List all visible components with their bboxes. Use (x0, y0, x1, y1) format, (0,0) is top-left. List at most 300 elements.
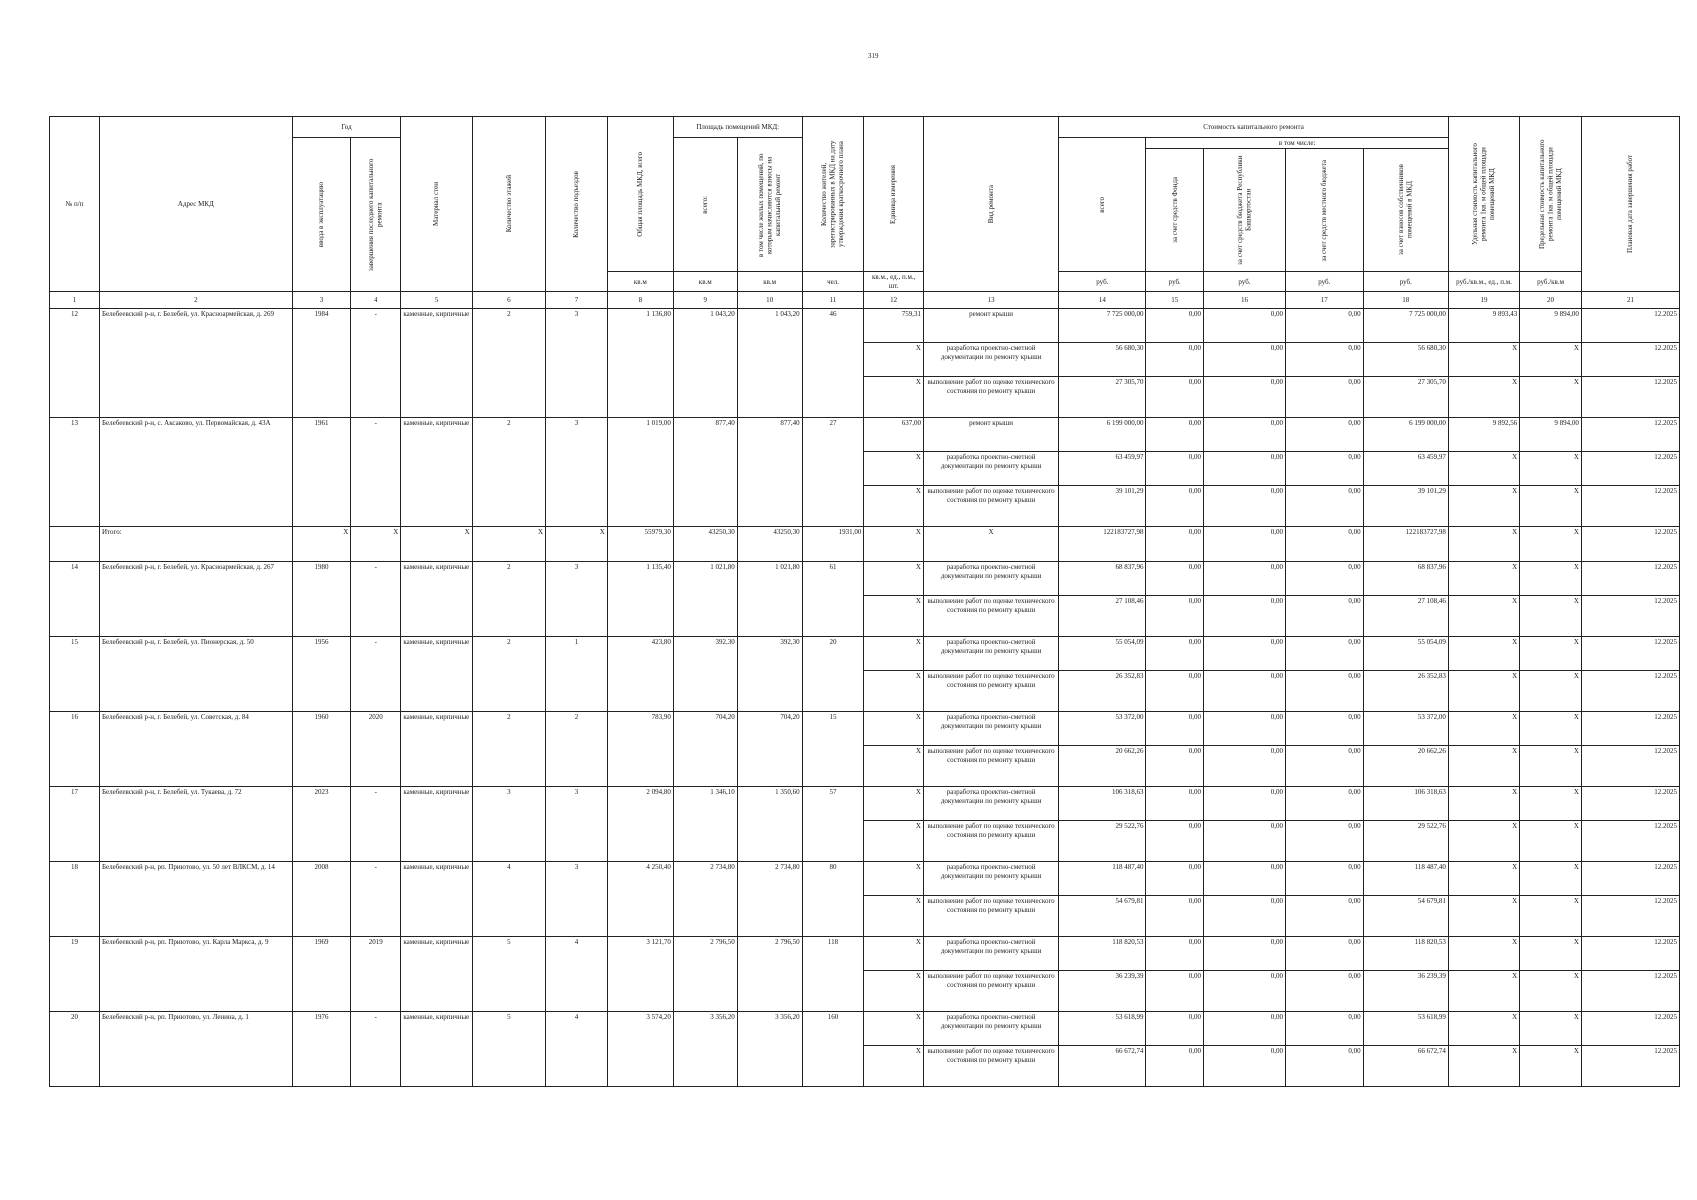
total-area: 4 250,40 (607, 862, 673, 937)
cost-local: 0,00 (1285, 562, 1363, 596)
header-premises-contrib: в том числе жилых помещений, по которым начисляются взносы на капитальный ремонт (757, 152, 782, 257)
header-cost-local: за счет средств местного бюджета (1320, 159, 1329, 262)
row-number: 18 (50, 862, 100, 937)
deadline: 12.2025 (1581, 862, 1679, 896)
total-premises: 43250,30 (673, 527, 737, 562)
total-x: X (546, 527, 608, 562)
wall-material: каменные, кирпичные (401, 418, 472, 527)
cost-total: 53 618,99 (1059, 1012, 1146, 1046)
unit-15: руб. (1146, 272, 1203, 292)
residents-count: 27 (802, 418, 864, 527)
cost-total: 39 101,29 (1059, 486, 1146, 527)
cost-owners: 54 679,81 (1363, 896, 1448, 937)
cost-owners: 36 239,39 (1363, 971, 1448, 1012)
max-cost: X (1520, 746, 1582, 787)
deadline: 12.2025 (1581, 671, 1679, 712)
specific-cost: X (1448, 562, 1519, 596)
specific-cost: X (1448, 1012, 1519, 1046)
total-x: X (292, 527, 351, 562)
floors-count: 2 (472, 637, 545, 712)
specific-cost: X (1448, 637, 1519, 671)
row-number: 13 (50, 418, 100, 527)
cost-local: 0,00 (1285, 821, 1363, 862)
year-built: 1976 (292, 1012, 351, 1087)
deadline: 12.2025 (1581, 418, 1679, 452)
floors-count: 2 (472, 418, 545, 527)
repair-type: выполнение работ по оценке технического состояния по ремонту крыши (923, 377, 1058, 418)
premises-contrib-area: 2 734,80 (737, 862, 802, 937)
repair-type: разработка проектно-сметной документации по ремонту крыши (923, 1012, 1058, 1046)
header-premises-total: всего: (701, 195, 710, 214)
total-label: Итого: (100, 527, 293, 562)
max-cost: X (1520, 971, 1582, 1012)
specific-cost: X (1448, 527, 1519, 562)
cost-fund: 0,00 (1146, 418, 1203, 452)
deadline: 12.2025 (1581, 486, 1679, 527)
total-x: X (401, 527, 472, 562)
cost-fund: 0,00 (1146, 562, 1203, 596)
house-address: Белебеевский р-н, г. Белебей, ул. Советская, д. 84 (100, 712, 293, 787)
total-residents: 1931,00 (802, 527, 864, 562)
unit-value: X (864, 862, 924, 896)
cost-total: 6 199 000,00 (1059, 418, 1146, 452)
unit-value: X (864, 896, 924, 937)
row-number: 19 (50, 937, 100, 1012)
cost-region: 0,00 (1203, 937, 1285, 971)
cost-region: 0,00 (1203, 562, 1285, 596)
specific-cost: 9 893,43 (1448, 309, 1519, 343)
unit-10: кв.м (737, 272, 802, 292)
cost-local: 0,00 (1285, 746, 1363, 787)
residents-count: 57 (802, 787, 864, 862)
repair-type: выполнение работ по оценке технического состояния по ремонту крыши (923, 896, 1058, 937)
table-row (50, 1012, 1680, 1046)
total-area: 783,90 (607, 712, 673, 787)
residents-count: 61 (802, 562, 864, 637)
unit-value: X (864, 821, 924, 862)
deadline: 12.2025 (1581, 596, 1679, 637)
cost-owners: 66 672,74 (1363, 1046, 1448, 1087)
cost-owners: 53 372,00 (1363, 712, 1448, 746)
specific-cost: X (1448, 746, 1519, 787)
repair-type: выполнение работ по оценке технического состояния по ремонту крыши (923, 596, 1058, 637)
header-cost-fund: за счет средств Фонда (1170, 177, 1179, 244)
table-header (50, 117, 1680, 309)
entrances-count: 3 (546, 787, 608, 862)
total-premises-contrib: 43250,30 (737, 527, 802, 562)
header-address: Адрес МКД (100, 117, 293, 292)
max-cost: X (1520, 486, 1582, 527)
row-number: 15 (50, 637, 100, 712)
header-specific-cost: Удельная стоимость капитального ремонта 1кв. м общей площади помещений МКД (1471, 143, 1497, 246)
year-last-repair: - (351, 562, 401, 637)
max-cost: X (1520, 896, 1582, 937)
cost-local: 0,00 (1285, 862, 1363, 896)
year-built: 1956 (292, 637, 351, 712)
unit-11: чел. (802, 272, 864, 292)
cost-fund: 0,00 (1146, 787, 1203, 821)
house-address: Белебеевский р-н, г. Белебей, ул. Пионерская, д. 50 (100, 637, 293, 712)
cost-local: 0,00 (1285, 486, 1363, 527)
repair-type: разработка проектно-сметной документации по ремонту крыши (923, 452, 1058, 486)
cost-region: 0,00 (1203, 787, 1285, 821)
year-last-repair: - (351, 418, 401, 527)
unit-value: X (864, 343, 924, 377)
cost-fund: 0,00 (1146, 896, 1203, 937)
cost-fund: 0,00 (1146, 527, 1203, 562)
repair-type: разработка проектно-сметной документации по ремонту крыши (923, 937, 1058, 971)
cost-fund: 0,00 (1146, 309, 1203, 343)
wall-material: каменные, кирпичные (401, 562, 472, 637)
cost-owners: 26 352,83 (1363, 671, 1448, 712)
cost-region: 0,00 (1203, 971, 1285, 1012)
unit-value: 759,31 (864, 309, 924, 343)
specific-cost: X (1448, 971, 1519, 1012)
residents-count: 15 (802, 712, 864, 787)
unit-value: X (864, 787, 924, 821)
total-area: 3 121,70 (607, 937, 673, 1012)
cost-local: 0,00 (1285, 937, 1363, 971)
premises-area: 3 356,20 (673, 1012, 737, 1087)
year-built: 1960 (292, 712, 351, 787)
repair-type: разработка проектно-сметной документации по ремонту крыши (923, 562, 1058, 596)
cost-owners: 20 662,26 (1363, 746, 1448, 787)
cost-owners: 63 459,97 (1363, 452, 1448, 486)
table-row (50, 712, 1680, 746)
unit-value: X (864, 971, 924, 1012)
header-wall-material: Материал стен (432, 182, 441, 227)
floors-count: 2 (472, 562, 545, 637)
table-row (50, 418, 1680, 452)
unit-8: кв.м (607, 272, 673, 292)
premises-area: 392,30 (673, 637, 737, 712)
header-premises: Площадь помещений МКД: (673, 117, 802, 138)
repair-type: выполнение работ по оценке технического состояния по ремонту крыши (923, 746, 1058, 787)
max-cost: X (1520, 1012, 1582, 1046)
specific-cost: X (1448, 452, 1519, 486)
repair-type: выполнение работ по оценке технического состояния по ремонту крыши (923, 486, 1058, 527)
cost-local: 0,00 (1285, 452, 1363, 486)
cost-region: 0,00 (1203, 486, 1285, 527)
header-cost-total: всего (1098, 196, 1107, 213)
house-address: Белебеевский р-н, г. Белебей, ул. Красноармейская, д. 269 (100, 309, 293, 418)
cost-local: 0,00 (1285, 896, 1363, 937)
cost-owners: 118 820,53 (1363, 937, 1448, 971)
table-body (50, 309, 1680, 1087)
specific-cost: X (1448, 862, 1519, 896)
specific-cost: X (1448, 1046, 1519, 1087)
max-cost: X (1520, 377, 1582, 418)
floors-count: 4 (472, 862, 545, 937)
header-year-repair: завершения последнего капитального ремонта (367, 158, 384, 271)
cost-fund: 0,00 (1146, 637, 1203, 671)
repair-type: ремонт крыши (923, 309, 1058, 343)
repair-type: разработка проектно-сметной документации по ремонту крыши (923, 712, 1058, 746)
cost-fund: 0,00 (1146, 671, 1203, 712)
cost-total: 118 820,53 (1059, 937, 1146, 971)
deadline: 12.2025 (1581, 452, 1679, 486)
deadline: 12.2025 (1581, 1012, 1679, 1046)
deadline: 12.2025 (1581, 637, 1679, 671)
header-cost-region: за счет средств бюджета Республики Башкортостан (1236, 155, 1253, 266)
premises-area: 1 346,10 (673, 787, 737, 862)
total-x: X (351, 527, 401, 562)
max-cost: X (1520, 821, 1582, 862)
premises-contrib-area: 1 350,60 (737, 787, 802, 862)
year-last-repair: - (351, 309, 401, 418)
house-address: Белебеевский р-н, г. Белебей, ул. Красноармейская, д. 267 (100, 562, 293, 637)
unit-20: руб./кв.м (1520, 272, 1582, 292)
page-number: 319 (868, 52, 879, 60)
wall-material: каменные, кирпичные (401, 1012, 472, 1087)
cost-local: 0,00 (1285, 1012, 1363, 1046)
cost-total: 68 837,96 (1059, 562, 1146, 596)
cost-owners: 27 305,70 (1363, 377, 1448, 418)
cost-region: 0,00 (1203, 452, 1285, 486)
table-row (50, 562, 1680, 596)
cost-local: 0,00 (1285, 971, 1363, 1012)
repair-type: ремонт крыши (923, 418, 1058, 452)
header-incl: в том числе: (1146, 138, 1448, 149)
cost-region: 0,00 (1203, 637, 1285, 671)
repair-type: разработка проектно-сметной документации по ремонту крыши (923, 343, 1058, 377)
header-deadline: Плановая дата завершения работ (1626, 155, 1635, 254)
cost-region: 0,00 (1203, 1046, 1285, 1087)
cost-owners: 56 680,30 (1363, 343, 1448, 377)
residents-count: 160 (802, 1012, 864, 1087)
entrances-count: 3 (546, 418, 608, 527)
specific-cost: 9 892,56 (1448, 418, 1519, 452)
repair-plan-table (49, 116, 1680, 1087)
specific-cost: X (1448, 787, 1519, 821)
repair-type: выполнение работ по оценке технического состояния по ремонту крыши (923, 821, 1058, 862)
total-area: 1 135,40 (607, 562, 673, 637)
cost-region: 0,00 (1203, 377, 1285, 418)
total-x: X (472, 527, 545, 562)
cost-region: 0,00 (1203, 527, 1285, 562)
residents-count: 80 (802, 862, 864, 937)
cost-local: 0,00 (1285, 527, 1363, 562)
cost-region: 0,00 (1203, 418, 1285, 452)
cost-total: 106 318,63 (1059, 787, 1146, 821)
wall-material: каменные, кирпичные (401, 937, 472, 1012)
year-last-repair: - (351, 1012, 401, 1087)
deadline: 12.2025 (1581, 712, 1679, 746)
max-cost: X (1520, 862, 1582, 896)
cost-fund: 0,00 (1146, 486, 1203, 527)
cost-local: 0,00 (1285, 787, 1363, 821)
unit-12: кв.м., ед., п.м., шт. (864, 272, 924, 292)
max-cost: X (1520, 527, 1582, 562)
entrances-count: 3 (546, 862, 608, 937)
cost-fund: 0,00 (1146, 452, 1203, 486)
deadline: 12.2025 (1581, 562, 1679, 596)
residents-count: 46 (802, 309, 864, 418)
residents-count: 20 (802, 637, 864, 712)
cost-total: 66 672,74 (1059, 1046, 1146, 1087)
cost-local: 0,00 (1285, 1046, 1363, 1087)
entrances-count: 1 (546, 637, 608, 712)
total-area: 1 136,80 (607, 309, 673, 418)
cost-fund: 0,00 (1146, 821, 1203, 862)
deadline: 12.2025 (1581, 787, 1679, 821)
cost-total: 63 459,97 (1059, 452, 1146, 486)
header-residents: Количество жителей, зарегистрированных в МКД на дату утверждения краткосрочного плана (820, 140, 846, 248)
total-repair-type: X (923, 527, 1058, 562)
entrances-count: 4 (546, 937, 608, 1012)
table-row (50, 309, 1680, 343)
premises-contrib-area: 1 021,80 (737, 562, 802, 637)
cost-owners: 53 618,99 (1363, 1012, 1448, 1046)
cost-total: 56 680,30 (1059, 343, 1146, 377)
year-built: 2023 (292, 787, 351, 862)
total-area: 55979,30 (607, 527, 673, 562)
cost-total: 122183727,98 (1059, 527, 1146, 562)
table-row (50, 937, 1680, 971)
year-built: 2008 (292, 862, 351, 937)
premises-area: 2 796,50 (673, 937, 737, 1012)
cost-total: 7 725 000,00 (1059, 309, 1146, 343)
total-area: 423,80 (607, 637, 673, 712)
cost-local: 0,00 (1285, 418, 1363, 452)
repair-type: разработка проектно-сметной документации по ремонту крыши (923, 787, 1058, 821)
specific-cost: X (1448, 343, 1519, 377)
unit-17: руб. (1285, 272, 1363, 292)
unit-14: руб. (1059, 272, 1146, 292)
cost-fund: 0,00 (1146, 862, 1203, 896)
cost-region: 0,00 (1203, 821, 1285, 862)
header-entrances: Количество подъездов (572, 170, 581, 238)
premises-area: 704,20 (673, 712, 737, 787)
total-num (50, 527, 100, 562)
floors-count: 2 (472, 712, 545, 787)
unit-value: X (864, 637, 924, 671)
max-cost: X (1520, 937, 1582, 971)
header-year-built: ввода в эксплуатацию (317, 181, 326, 248)
floors-count: 3 (472, 787, 545, 862)
unit-value: X (864, 1012, 924, 1046)
premises-contrib-area: 392,30 (737, 637, 802, 712)
row-number: 17 (50, 787, 100, 862)
floors-count: 5 (472, 1012, 545, 1087)
total-area: 1 019,00 (607, 418, 673, 527)
premises-area: 1 043,20 (673, 309, 737, 418)
year-last-repair: - (351, 787, 401, 862)
cost-region: 0,00 (1203, 343, 1285, 377)
max-cost: X (1520, 787, 1582, 821)
specific-cost: X (1448, 896, 1519, 937)
unit-value: X (864, 562, 924, 596)
residents-count: 118 (802, 937, 864, 1012)
row-number: 16 (50, 712, 100, 787)
row-number: 14 (50, 562, 100, 637)
table-row (50, 637, 1680, 671)
deadline: 12.2025 (1581, 821, 1679, 862)
max-cost: 9 894,00 (1520, 418, 1582, 452)
premises-contrib-area: 877,40 (737, 418, 802, 527)
wall-material: каменные, кирпичные (401, 712, 472, 787)
cost-total: 118 487,40 (1059, 862, 1146, 896)
cost-total: 55 054,09 (1059, 637, 1146, 671)
cost-local: 0,00 (1285, 309, 1363, 343)
floors-count: 5 (472, 937, 545, 1012)
column-numbers: 1 2 3 4 5 6 7 8 9 10 11 12 13 14 15 16 17 18 19 20 21 (50, 292, 1680, 309)
max-cost: X (1520, 343, 1582, 377)
max-cost: X (1520, 452, 1582, 486)
specific-cost: X (1448, 596, 1519, 637)
cost-fund: 0,00 (1146, 1012, 1203, 1046)
cost-owners: 6 199 000,00 (1363, 418, 1448, 452)
entrances-count: 3 (546, 562, 608, 637)
specific-cost: X (1448, 712, 1519, 746)
max-cost: X (1520, 1046, 1582, 1087)
max-cost: X (1520, 562, 1582, 596)
house-address: Белебеевский р-н, рп. Приютово, ул. Ленина, д. 1 (100, 1012, 293, 1087)
cost-owners: 7 725 000,00 (1363, 309, 1448, 343)
total-area: 3 574,20 (607, 1012, 673, 1087)
entrances-count: 4 (546, 1012, 608, 1087)
deadline: 12.2025 (1581, 343, 1679, 377)
year-built: 1969 (292, 937, 351, 1012)
cost-region: 0,00 (1203, 862, 1285, 896)
year-built: 1961 (292, 418, 351, 527)
house-address: Белебеевский р-н, рп. Приютово, ул. Карла Маркса, д. 9 (100, 937, 293, 1012)
cost-region: 0,00 (1203, 671, 1285, 712)
cost-fund: 0,00 (1146, 343, 1203, 377)
max-cost: X (1520, 596, 1582, 637)
deadline: 12.2025 (1581, 527, 1679, 562)
cost-owners: 68 837,96 (1363, 562, 1448, 596)
cost-owners: 39 101,29 (1363, 486, 1448, 527)
repair-type: выполнение работ по оценке технического состояния по ремонту крыши (923, 671, 1058, 712)
deadline: 12.2025 (1581, 971, 1679, 1012)
max-cost: X (1520, 637, 1582, 671)
max-cost: X (1520, 671, 1582, 712)
cost-owners: 122183727,98 (1363, 527, 1448, 562)
house-address: Белебеевский р-н, рп. Приютово, ул. 50 лет ВЛКСМ, д. 14 (100, 862, 293, 937)
deadline: 12.2025 (1581, 896, 1679, 937)
cost-fund: 0,00 (1146, 971, 1203, 1012)
cost-local: 0,00 (1285, 377, 1363, 418)
header-cost: Стоимость капитального ремонта (1059, 117, 1449, 138)
unit-9: кв.м (673, 272, 737, 292)
cost-owners: 29 522,76 (1363, 821, 1448, 862)
cost-local: 0,00 (1285, 596, 1363, 637)
header-floors: Количество этажей (504, 175, 513, 233)
cost-local: 0,00 (1285, 671, 1363, 712)
unit-19: руб./кв.м., ед., п.м. (1448, 272, 1519, 292)
year-last-repair: - (351, 862, 401, 937)
row-number: 12 (50, 309, 100, 418)
table-row (50, 787, 1680, 821)
house-address: Белебеевский р-н, г. Белебей, ул. Тукаева, д. 72 (100, 787, 293, 862)
floors-count: 2 (472, 309, 545, 418)
cost-owners: 55 054,09 (1363, 637, 1448, 671)
unit-value: X (864, 452, 924, 486)
cost-local: 0,00 (1285, 637, 1363, 671)
deadline: 12.2025 (1581, 746, 1679, 787)
max-cost: X (1520, 712, 1582, 746)
wall-material: каменные, кирпичные (401, 862, 472, 937)
cost-total: 27 305,70 (1059, 377, 1146, 418)
unit-value: X (864, 712, 924, 746)
wall-material: каменные, кирпичные (401, 787, 472, 862)
year-built: 1980 (292, 562, 351, 637)
cost-local: 0,00 (1285, 343, 1363, 377)
cost-region: 0,00 (1203, 896, 1285, 937)
house-address: Белебеевский р-н, с. Аксаково, ул. Первомайская, д. 43А (100, 418, 293, 527)
repair-type: разработка проектно-сметной документации по ремонту крыши (923, 862, 1058, 896)
